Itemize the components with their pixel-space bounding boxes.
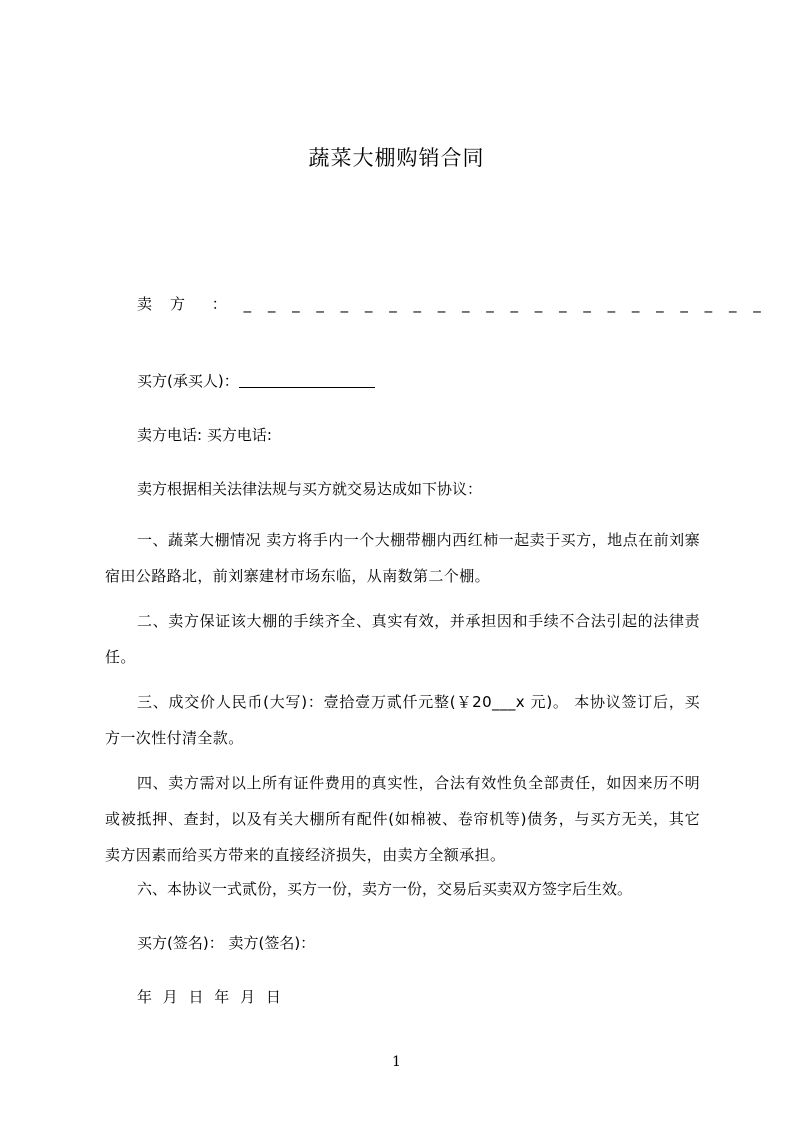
clause-4: 四、卖方需对以上所有证件费用的真实性，合法有效性负全部责任，如因来历不明或被抵押、查封，以及有关大棚所有配件(如棉被、卷帘机等)债务，与买方无关，其它卖方因素而给买方带来的直接经济损失，由卖方全额承担。 [105,774,700,864]
date-line: 年 月 日 年 月 日 [137,988,281,1006]
page-number: 1 [392,1054,401,1070]
seller-colon: ： [211,295,227,313]
intro-line: 卖方根据相关法律法规与买方就交易达成如下协议： [137,480,483,498]
clause-2: 二、卖方保证该大棚的手续齐全、真实有效，并承担因和手续不合法引起的法律责任。 [105,612,700,666]
clause-6: 六、本协议一式贰份，买方一份，卖方一份，交易后买卖双方签字后生效。 [137,880,633,898]
buyer-label: 买方(承买人)： [137,372,239,390]
seller-blank: _ _ _ _ _ _ _ _ _ _ _ _ _ _ _ _ _ _ _ _ _ _ [243,295,767,313]
seller-line [137,287,767,321]
signature-line: 买方(签名)： 卖方(签名)： [137,934,316,952]
seller-label: 卖方 [137,295,204,313]
phone-line: 卖方电话: 买方电话: [137,426,272,444]
document-title: 蔬菜大棚购销合同 [308,146,485,170]
clause-1: 一、蔬菜大棚情况 卖方将手内一个大棚带棚内西红柿一起卖于买方，地点在前刘寨宿田公路路北，前刘寨建材市场东临，从南数第二个棚。 [105,531,700,585]
buyer-line [137,364,732,398]
clause-3: 三、成交价人民币(大写)：壹拾壹万贰仟元整(￥20___x 元)。 本协议签订后，买方一次性付清全款。 [105,693,700,747]
buyer-blank [239,369,375,388]
